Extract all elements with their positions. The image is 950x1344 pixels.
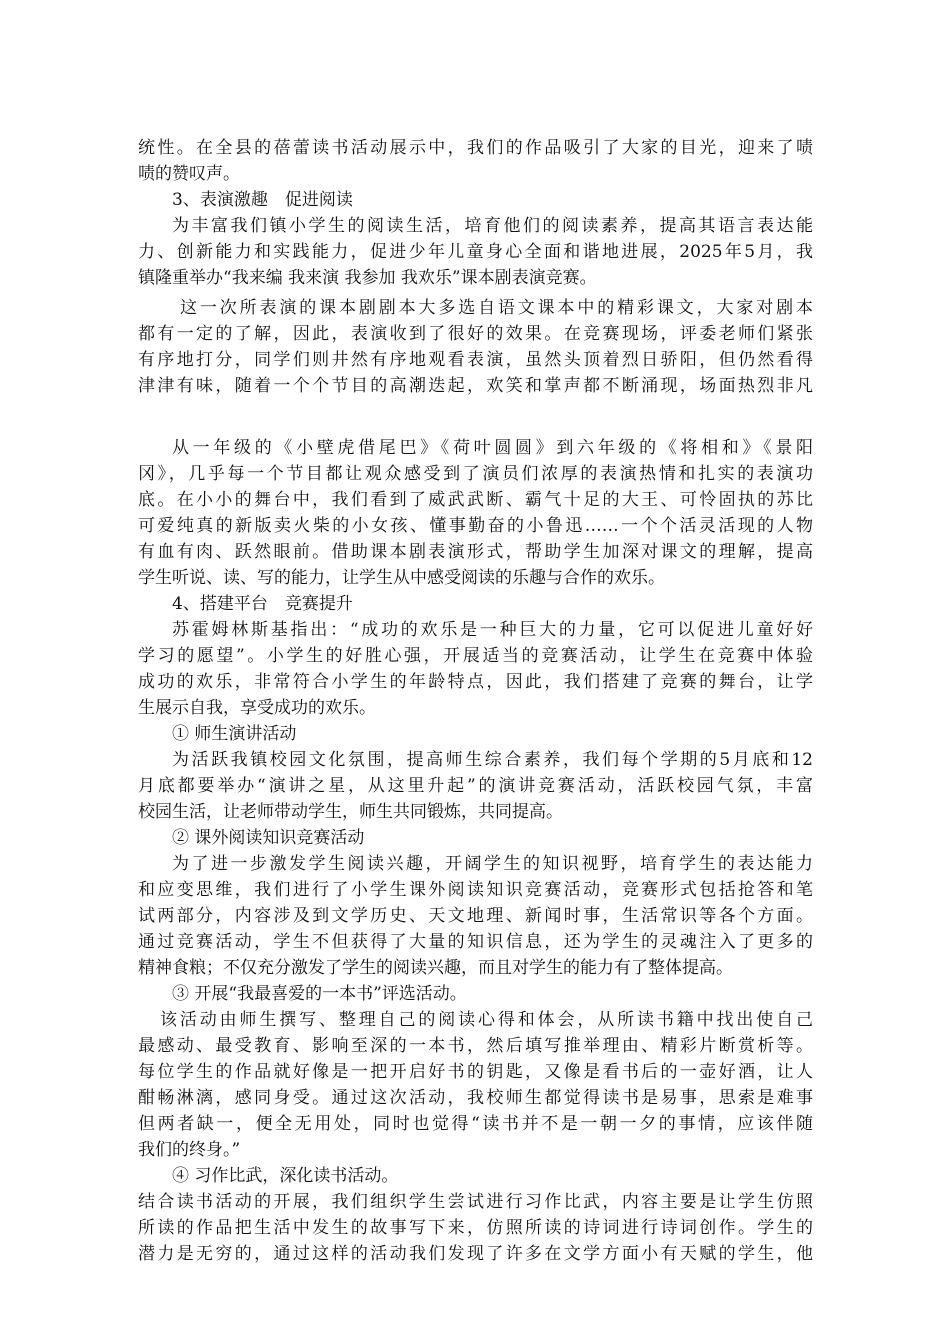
text-line: 精神食粮；不仅充分激发了学生的阅读兴趣，而且对学生的能力有了整体提高。 — [138, 958, 733, 978]
text-line: 学习的愿望”。小学生的好胜心强，开展适当的竞赛活动，让学生在竞赛中体验 — [138, 646, 813, 666]
text-line: 通过竞赛活动，学生不但获得了大量的知识信息，还为学生的灵魂注入了更多的 — [138, 932, 813, 952]
text-line: 试两部分，内容涉及到文学历史、天文地理、新闻时事，生活常识等各个方面。 — [138, 906, 813, 926]
text-line: 镇隆重举办“我来编 我来演 我参加 我欢乐”课本剧表演竞赛。 — [138, 268, 597, 288]
text-line: 苏霍姆林斯基指出：“成功的欢乐是一种巨大的力量，它可以促进儿童好好 — [172, 620, 813, 640]
text-line: 有血有肉、跃然眼前。借助课本剧表演形式，帮助学生加深对课文的理解，提高 — [138, 542, 813, 562]
text-line: 校园生活，让老师带动学生，师生共同锻炼，共同提高。 — [138, 802, 563, 822]
text-line: 力、创新能力和实践能力，促进少年儿童身心全面和谐地进展，2025年5月，我 — [138, 242, 813, 262]
text-line: 和应变思维，我们进行了小学生课外阅读知识竞赛活动，竞赛形式包括抢答和笔 — [138, 880, 813, 900]
text-line: 可爱纯真的新版卖火柴的小女孩、懂事勤奋的小鲁迅……一个个活灵活现的人物 — [138, 516, 813, 536]
text-line: 啧的赞叹声。 — [138, 164, 240, 184]
subsection-heading: ① 师生演讲活动 — [172, 724, 297, 744]
text-line: 底。在小小的舞台中，我们看到了威武武断、霸气十足的大王、可怜固执的苏比 — [138, 490, 813, 510]
text-line: 成功的欢乐，非常符合小学生的年龄特点，因此，我们搭建了竞赛的舞台，让学 — [138, 672, 813, 692]
text-line: 有序地打分，同学们则井然有序地观看表演，虽然头顶着烈日骄阳，但仍然看得 — [138, 350, 813, 370]
text-line: 但两者缺一，便全无用处，同时也觉得“读书并不是一朝一夕的事情，应该伴随 — [138, 1114, 813, 1134]
text-line: 该活动由师生撰写、整理自己的阅读心得和体会，从所读书籍中找出使自己 — [160, 1010, 813, 1030]
text-line: 学生听说、读、写的能力，让学生从中感受阅读的乐趣与合作的欢乐。 — [138, 568, 665, 588]
section-heading: 3、表演激趣 促进阅读 — [172, 190, 353, 210]
text-line: 统性。在全县的蓓蕾读书活动展示中，我们的作品吸引了大家的目光，迎来了啧 — [138, 138, 813, 158]
text-line: 结合读书活动的开展，我们组织学生尝试进行习作比武，内容主要是让学生仿照 — [138, 1192, 813, 1212]
subsection-heading: ③ 开展“我最喜爱的一本书”评选活动。 — [172, 984, 467, 1004]
text-line: 月底都要举办“演讲之星，从这里升起”的演讲竞赛活动，活跃校园气氛，丰富 — [138, 776, 813, 796]
text-line: 酣畅淋漓，感同身受。通过这次活动，我校师生都觉得读书是易事，思索是难事 — [138, 1088, 813, 1108]
subsection-heading: ④ 习作比武，深化读书活动。 — [172, 1166, 399, 1186]
text-line: 为了进一步激发学生阅读兴趣，开阔学生的知识视野，培育学生的表达能力 — [172, 854, 813, 874]
text-line: 都有一定的了解，因此，表演收到了很好的效果。在竞赛现场，评委老师们紧张 — [138, 324, 813, 344]
text-line: 这一次所表演的课本剧剧本大多选自语文课本中的精彩课文，大家对剧本 — [180, 298, 813, 318]
subsection-heading: ② 课外阅读知识竞赛活动 — [172, 828, 365, 848]
text-line: 津津有味，随着一个个节目的高潮迭起，欢笑和掌声都不断涌现，场面热烈非凡 — [138, 376, 813, 396]
text-line: 最感动、最受教育、影响至深的一本书，然后填写推举理由、精彩片断赏析等。 — [138, 1036, 813, 1056]
section-heading: 4、搭建平台 竞赛提升 — [172, 594, 353, 614]
text-line: 为丰富我们镇小学生的阅读生活，培育他们的阅读素养，提高其语言表达能 — [172, 216, 813, 236]
text-line: 我们的终身。” — [138, 1140, 241, 1160]
text-line: 冈》，几乎每一个节目都让观众感受到了演员们浓厚的表演热情和扎实的表演功 — [138, 464, 813, 484]
text-line: 从一年级的《小壁虎借尾巴》《荷叶圆圆》到六年级的《将相和》《景阳 — [172, 438, 813, 458]
text-line: 潜力是无穷的，通过这样的活动我们发现了许多在文学方面小有天赋的学生，他 — [138, 1244, 813, 1264]
text-line: 每位学生的作品就好像是一把开启好书的钥匙，又像是看书后的一壶好酒，让人 — [138, 1062, 813, 1082]
text-line: 为活跃我镇校园文化氛围，提高师生综合素养，我们每个学期的5月底和12 — [172, 750, 813, 770]
text-line: 所读的作品把生活中发生的故事写下来，仿照所读的诗词进行诗词创作。学生的 — [138, 1218, 813, 1238]
text-line: 生展示自我，享受成功的欢乐。 — [138, 698, 376, 718]
